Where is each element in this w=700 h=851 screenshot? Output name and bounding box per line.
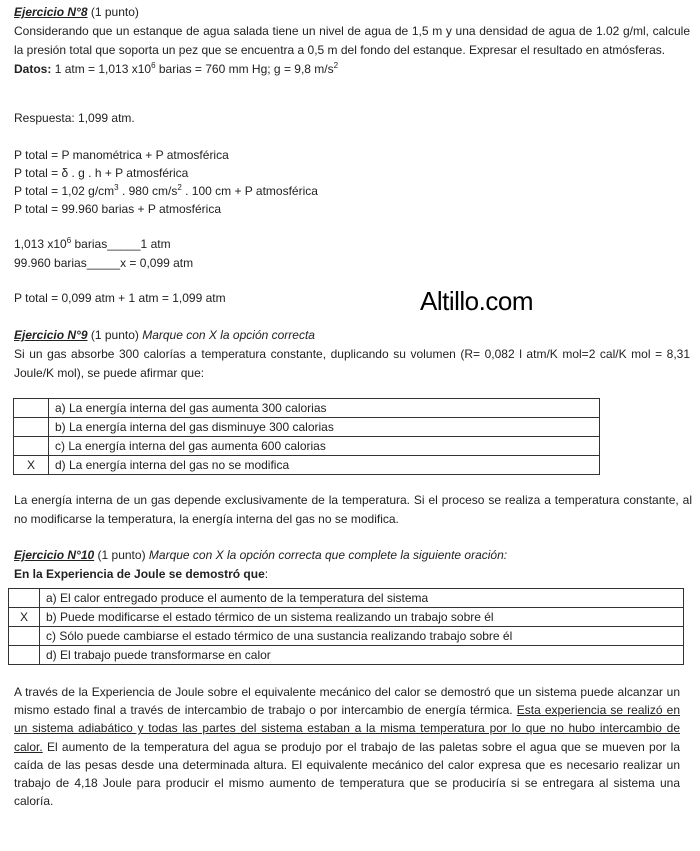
- option-text: d) La energía interna del gas no se modifica: [49, 456, 600, 475]
- explanation-text: A través de la Experiencia de Joule sobre el equivalente mecánico del calor se demostró que un sistema puede alcanzar un mismo estado final a través de intercambio de trabajo o por intercambio de energía térmica.: [14, 685, 680, 718]
- exercise-8: [14, 3, 690, 79]
- option-text: c) Sólo puede cambiarse el estado térmico de una sustancia realizando trabajo sobre él: [40, 627, 684, 646]
- exercise-10: [14, 546, 690, 584]
- calc-exp: 3: [114, 183, 119, 192]
- option-row: [9, 646, 684, 665]
- exercise-9-title: Ejercicio N°9: [14, 328, 88, 342]
- calc-line: [14, 182, 690, 200]
- exercise-10-options-table: [8, 588, 684, 665]
- exercise-10-explanation: [14, 683, 680, 810]
- exercise-10-title: Ejercicio N°10: [14, 548, 95, 562]
- exercise-10-statement-end: :: [264, 567, 269, 581]
- option-mark-cell[interactable]: [14, 418, 49, 437]
- conv-part: 1,013 x10: [14, 237, 67, 251]
- option-mark-cell[interactable]: [14, 399, 49, 418]
- calc-line: P total = 99.960 barias + P atmosférica: [14, 202, 222, 216]
- exercise-8-conversion: [14, 235, 690, 273]
- explanation-text: El aumento de la temperatura del agua se produjo por el trabajo de las paletas sobre el agua que se mueven por la caída de las pesas desde una determinada altura. El equivalente mecánico del calor expresa que es necesario realizar un trabajo de 4,18 Joule para producir el mismo aumento de temperatura que se produciría si se entregara al sistema una caloría.: [14, 739, 680, 809]
- datos-label: Datos:: [14, 62, 52, 76]
- calc-exp: 2: [177, 183, 182, 192]
- watermark-logo: Altillo.com: [420, 286, 533, 316]
- option-mark-cell[interactable]: X: [9, 608, 40, 627]
- exercise-8-title: Ejercicio N°8: [14, 5, 88, 19]
- exercise-9-explanation: La energía interna de un gas depende exclusivamente de la temperatura. Si el proceso se realiza a temperatura constante, al no modificarse la temperatura, la energía interna del gas no se modifica.: [14, 493, 692, 526]
- datos-text: 1 atm = 1,013 x10: [54, 62, 152, 76]
- option-mark-cell[interactable]: [9, 589, 40, 608]
- option-mark-cell[interactable]: [9, 627, 40, 646]
- exercise-8-final: P total = 0,099 atm + 1 atm = 1,099 atm: [14, 291, 226, 305]
- exercise-10-statement: En la Experiencia de Joule se demostró que: [14, 567, 265, 581]
- exercise-9-points: (1 punto): [90, 328, 139, 342]
- conv-line: 99.960 barias_____x = 0,099 atm: [14, 256, 194, 270]
- option-text: a) El calor entregado produce el aumento de la temperatura del sistema: [40, 589, 684, 608]
- exercise-9-options-table: [13, 398, 600, 475]
- conv-line: [14, 235, 690, 254]
- exercise-9-instruction: Marque con X la opción correcta: [142, 328, 315, 342]
- conv-exp: 6: [66, 236, 72, 245]
- option-mark-cell[interactable]: X: [14, 456, 49, 475]
- option-row: [14, 456, 600, 475]
- exercise-8-points: (1 punto): [90, 5, 139, 19]
- explanation-underlined: Esta experiencia se realizó en un sistema adiabático y todas las partes del sistema estaban a la misma temperatura por lo que no hubo intercambio de calor.: [14, 703, 680, 754]
- exercise-9-statement: Si un gas absorbe 300 calorías a temperatura constante, duplicando su volumen (R= 0,082 l atm/K mol=2 cal/K mol = 8,31 Joule/K mol), se puede afirmar que:: [14, 347, 690, 380]
- calc-part: . 980 cm/s: [118, 184, 178, 198]
- calc-part: P total = 1,02 g/cm: [14, 184, 115, 198]
- option-text: d) El trabajo puede transformarse en calor: [40, 646, 684, 665]
- conv-part: barias_____1 atm: [71, 237, 171, 251]
- option-text: b) Puede modificarse el estado térmico de un sistema realizando un trabajo sobre él: [40, 608, 684, 627]
- calc-line: P total = δ . g . h + P atmosférica: [14, 166, 189, 180]
- exercise-8-statement: Considerando que un estanque de agua salada tiene un nivel de agua de 1,5 m y una densidad de agua de 1.02 g/ml, calcule la presión total que soporta un pez que se encuentra a 0,5 m del fondo del estanque. Expresar el resultado en atmósferas.: [14, 24, 690, 57]
- datos-exp2: 2: [333, 61, 339, 70]
- exercise-8-calculation: [14, 146, 690, 218]
- datos-text-b: barias = 760 mm Hg; g = 9,8 m/s: [155, 62, 334, 76]
- option-row: [9, 589, 684, 608]
- option-row: [9, 608, 684, 627]
- exercise-8-datos: [14, 60, 690, 79]
- calc-line: P total = P manométrica + P atmosférica: [14, 148, 229, 162]
- option-mark-cell[interactable]: [14, 437, 49, 456]
- option-text: a) La energía interna del gas aumenta 300 calorias: [49, 399, 600, 418]
- option-mark-cell[interactable]: [9, 646, 40, 665]
- exercise-8-answer: Respuesta: 1,099 atm.: [14, 111, 135, 125]
- option-text: b) La energía interna del gas disminuye 300 calorias: [49, 418, 600, 437]
- option-text: c) La energía interna del gas aumenta 600 calorias: [49, 437, 600, 456]
- exercise-10-instruction: Marque con X la opción correcta que complete la siguiente oración:: [148, 548, 508, 562]
- calc-part: . 100 cm + P atmosférica: [181, 184, 318, 198]
- option-row: [14, 437, 600, 456]
- exercise-9: [14, 326, 690, 383]
- option-row: [14, 418, 600, 437]
- datos-exp: 6: [151, 61, 156, 70]
- option-row: [9, 627, 684, 646]
- option-row: [14, 399, 600, 418]
- exercise-10-points: (1 punto): [97, 548, 146, 562]
